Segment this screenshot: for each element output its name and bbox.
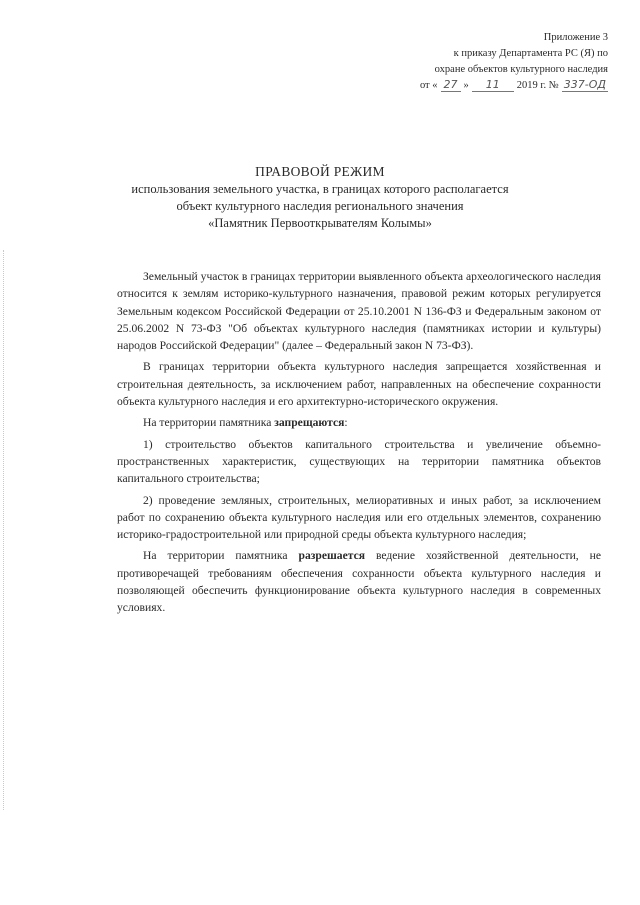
document-title: ПРАВОВОЙ РЕЖИМ (255, 164, 385, 179)
permitted-keyword: разрешается (298, 549, 365, 563)
date-year-text: 2019 г. № (516, 80, 559, 91)
date-separator: » (463, 80, 469, 91)
appendix-date-line (388, 78, 608, 94)
date-prefix: от « (419, 80, 438, 91)
prohibited-colon: : (344, 416, 348, 430)
appendix-department: охране объектов культурного наследия (434, 64, 608, 75)
appendix-order-ref: к приказу Департамента РС (Я) по (453, 48, 608, 59)
permitted-lead: На территории памятника (143, 549, 299, 563)
scan-edge-marks (3, 250, 6, 810)
paragraph-prohibited-heading (117, 414, 601, 431)
appendix-header (388, 30, 608, 94)
appendix-label: Приложение 3 (543, 32, 608, 43)
list-item-2: 2) проведение земляных, строительных, мелиоративных и иных работ, за исключением работ по сохранению объекта культурного наследия или его отдельных элементов, сохранению историко-градостроительной или природной среды объекта культурного наследия; (117, 493, 601, 542)
permitted-tail: ведение хозяйственной деятельности, не противоречащей требованиям обеспечения сохранности объекта культурного наследия и позволяющей обеспечить функционирование объекта культурного наследия в современных условиях. (117, 549, 602, 615)
prohibited-lead: На территории памятника (143, 416, 275, 430)
order-number-handwritten: 337-ОД (563, 78, 606, 91)
title-subline-1: использования земельного участка, в границах которого располагается (131, 182, 509, 196)
list-item-1: 1) строительство объектов капитального строительства и увеличение объемно-пространственных характеристик, существующих на территории памятника объектов капитального строительства; (117, 437, 601, 486)
title-subline-2: объект культурного наследия регионального значения (176, 199, 464, 213)
document-body (117, 268, 601, 617)
date-month-handwritten: 11 (472, 79, 514, 92)
paragraph-permitted (117, 547, 601, 616)
title-subline-3: «Памятник Первооткрывателям Колымы» (208, 216, 432, 230)
prohibited-keyword: запрещаются (274, 416, 345, 430)
paragraph-territory-restriction: В границах территории объекта культурного наследия запрещается хозяйственная и строительная деятельность, за исключением работ, направленных на обеспечение сохранности объекта культурного наследия и его архитектурно-исторического окружения. (117, 360, 601, 409)
date-day-handwritten: 27 (441, 79, 461, 92)
document-title-block (120, 163, 520, 232)
paragraph-land-plot: Земельный участок в границах территории выявленного объекта археологического наследия относится к землям историко-культурного назначения, правовой режим которых регулируется Земельным кодексом Российской Федерации от 25.10.2001 N 136-ФЗ и Федеральным законом от 25.06.2002 N 73-ФЗ "Об объектах культурного наследия (памятниках истории и культуры) народов Российской Федерации" (далее – Федеральный закон N 73-ФЗ). (117, 270, 601, 353)
